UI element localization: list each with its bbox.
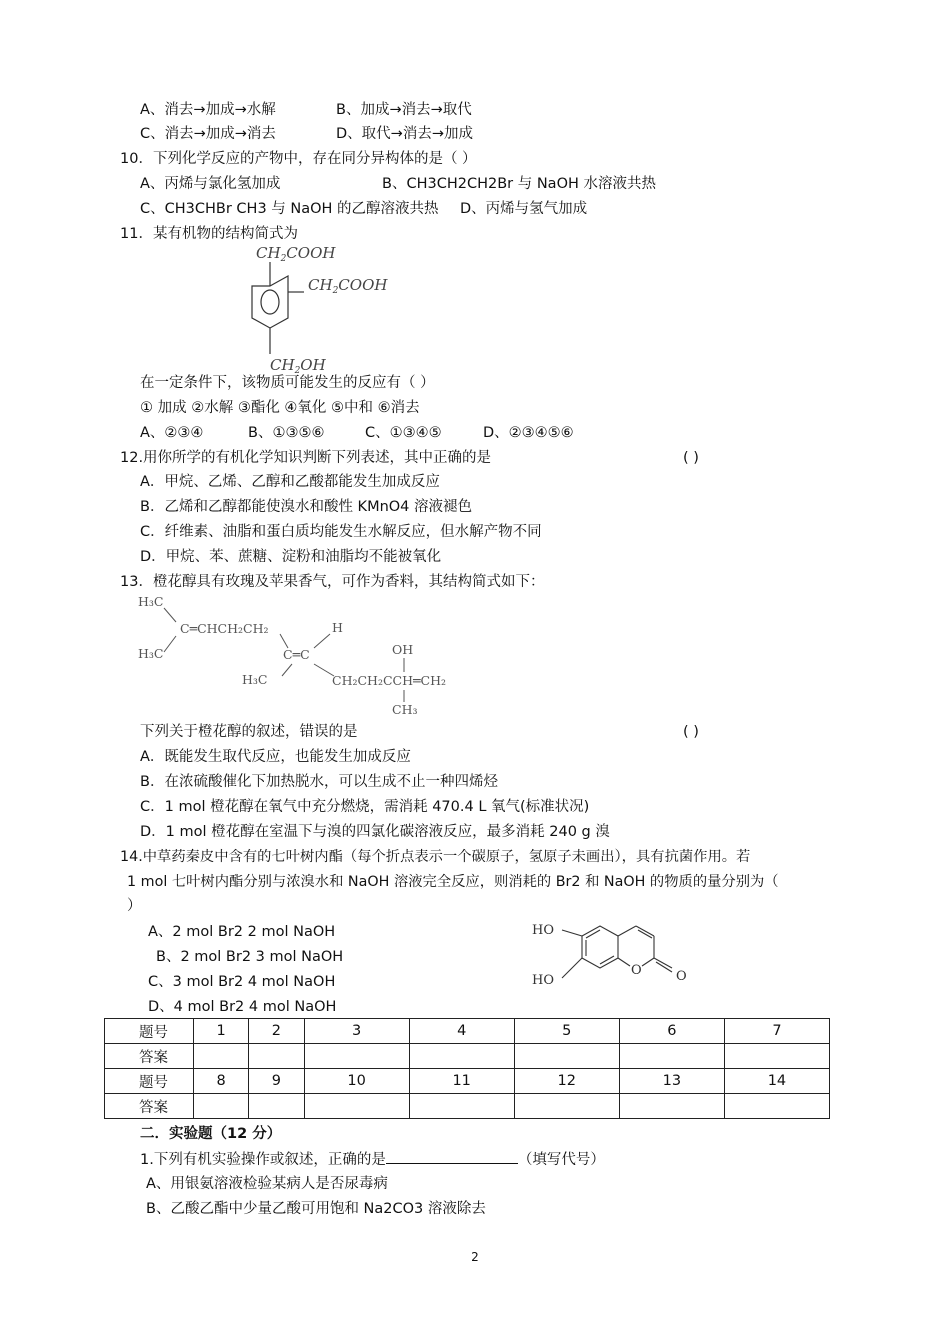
- table-row: [105, 1019, 830, 1044]
- answer-cell[interactable]: [514, 1044, 619, 1069]
- answer-cell[interactable]: [619, 1044, 724, 1069]
- q11-option-b: B、①③⑤⑥: [248, 425, 325, 441]
- q14-option-a: A、2 mol Br2 2 mol NaOH: [148, 924, 336, 940]
- question-number-cell: 9: [249, 1069, 304, 1094]
- answer-cell[interactable]: [724, 1044, 829, 1069]
- question-number-cell: 3: [304, 1019, 409, 1044]
- q9-option-a: A、消去→加成→水解: [140, 102, 276, 118]
- q13-h3c-bottom: H₃C: [138, 646, 164, 661]
- q11-right-tail: COOH: [338, 276, 388, 294]
- answer-cell[interactable]: [514, 1094, 619, 1119]
- q13-h3c-top: H₃C: [138, 594, 164, 609]
- table-row: [105, 1094, 830, 1119]
- q13-option-a: A．既能发生取代反应，也能发生加成反应: [140, 749, 411, 765]
- q14-option-b: B、2 mol Br2 3 mol NaOH: [156, 949, 344, 965]
- svg-text:CH2COOH: [256, 244, 336, 264]
- q14-option-d: D、4 mol Br2 4 mol NaOH: [148, 999, 337, 1015]
- q14-stem-line1: 14.中草药秦皮中含有的七叶树内酯（每个折点表示一个碳原子，氢原子未画出），具有抗菌作用。若: [120, 849, 751, 865]
- q11-right-ch: CH: [308, 276, 333, 294]
- question-number-cell: 13: [619, 1069, 724, 1094]
- question-number-cell: 14: [724, 1069, 829, 1094]
- answer-cell[interactable]: [619, 1094, 724, 1119]
- q12-option-a: A．甲烷、乙烯、乙醇和乙酸都能发生加成反应: [140, 474, 440, 490]
- answer-cell[interactable]: [409, 1094, 514, 1119]
- q11-top-ch: CH: [256, 244, 281, 262]
- answer-cell[interactable]: [194, 1094, 249, 1119]
- row-label: 答案: [105, 1094, 194, 1119]
- q10-option-d: D、丙烯与氢气加成: [460, 201, 588, 217]
- q11-bottom-sub: 2: [294, 366, 301, 375]
- q9-option-c: C、消去→加成→消去: [140, 126, 276, 142]
- q11-bottom-tail: OH: [300, 356, 326, 374]
- q11-bottom-ch: CH: [270, 356, 295, 374]
- q14-ho-bottom: HO: [532, 973, 554, 988]
- q13-structure: [130, 592, 490, 720]
- q11-right-sub: 2: [332, 286, 339, 296]
- section2-option-b: B、乙酸乙酯中少量乙酸可用饱和 Na2CO3 溶液除去: [146, 1201, 486, 1217]
- section2-q1-tail: （填写代号）: [517, 1152, 605, 1168]
- section2-q1: [140, 1149, 605, 1170]
- q14-stem-line2: 1 mol 七叶树内酯分别与浓溴水和 NaOH 溶液完全反应，则消耗的 Br2 和 NaOH 的物质的量分别为（: [127, 874, 779, 890]
- answer-table: [104, 1018, 830, 1119]
- q14-o-keto: O: [676, 969, 687, 984]
- page-number: 2: [471, 1250, 479, 1264]
- q11-structure: [240, 240, 420, 375]
- q14-o-ring: O: [631, 963, 642, 978]
- q14-structure: [530, 918, 700, 996]
- section2-option-a: A、用银氨溶液检验某病人是否尿毒病: [146, 1176, 388, 1192]
- table-row: [105, 1044, 830, 1069]
- answer-cell[interactable]: [304, 1094, 409, 1119]
- q11-reaction-list: ① 加成 ②水解 ③酯化 ④氧化 ⑤中和 ⑥消去: [140, 400, 420, 416]
- q13-option-c: C．1 mol 橙花醇在氧气中充分燃烧，需消耗 470.4 L 氧气(标准状况): [140, 799, 590, 815]
- table-row: [105, 1069, 830, 1094]
- question-number-cell: 10: [304, 1069, 409, 1094]
- q13-question: 下列关于橙花醇的叙述，错误的是: [140, 724, 358, 740]
- row-label: 题号: [105, 1019, 194, 1044]
- q11-option-c: C、①③④⑤: [365, 425, 442, 441]
- q13-oh: OH: [392, 642, 414, 657]
- q13-cc: C═C: [283, 647, 310, 662]
- row-label: 题号: [105, 1069, 194, 1094]
- q13-tail: CH₂CH₂CCH═CH₂: [332, 673, 446, 688]
- row-label: 答案: [105, 1044, 194, 1069]
- q11-question: 在一定条件下，该物质可能发生的反应有（ ）: [140, 375, 435, 391]
- q9-option-b: B、加成→消去→取代: [336, 102, 472, 118]
- answer-cell[interactable]: [249, 1044, 304, 1069]
- answer-cell[interactable]: [724, 1094, 829, 1119]
- answer-cell[interactable]: [304, 1044, 409, 1069]
- q14-stem-line3: ）: [127, 898, 142, 914]
- q11-top-tail: COOH: [286, 244, 336, 262]
- q11-option-a: A、②③④: [140, 425, 204, 441]
- question-number-cell: 8: [194, 1069, 249, 1094]
- question-number-cell: 7: [724, 1019, 829, 1044]
- q13-option-d: D．1 mol 橙花醇在室温下与溴的四氯化碳溶液反应，最多消耗 240 g 溴: [140, 824, 610, 840]
- q13-h: H: [332, 620, 343, 635]
- question-number-cell: 12: [514, 1069, 619, 1094]
- q12-option-b: B．乙烯和乙醇都能使溴水和酸性 KMnO4 溶液褪色: [140, 499, 473, 515]
- svg-text:CH2COOH: [308, 276, 388, 296]
- q13-stem: 13．橙花醇具有玫瑰及苹果香气，可作为香料，其结构简式如下：: [120, 574, 545, 590]
- question-number-cell: 11: [409, 1069, 514, 1094]
- section2-title: 二．实验题（12 分）: [140, 1126, 282, 1142]
- q13-h3c-low: H₃C: [242, 672, 268, 687]
- q11-stem: 11．某有机物的结构简式为: [120, 226, 298, 242]
- q11-option-d: D、②③④⑤⑥: [483, 425, 574, 441]
- q12-option-d: D．甲烷、苯、蔗糖、淀粉和油脂均不能被氧化: [140, 549, 442, 565]
- answer-cell[interactable]: [409, 1044, 514, 1069]
- answer-cell[interactable]: [249, 1094, 304, 1119]
- question-number-cell: 6: [619, 1019, 724, 1044]
- q10-stem: 10．下列化学反应的产物中，存在同分异构体的是（ ）: [120, 151, 477, 167]
- q14-ho-top: HO: [532, 923, 554, 938]
- section2-q1-stem: 1.下列有机实验操作或叙述，正确的是: [140, 1152, 386, 1168]
- q9-option-d: D、取代→消去→加成: [336, 126, 473, 142]
- question-number-cell: 5: [514, 1019, 619, 1044]
- q13-chain: C═CHCH₂CH₂: [180, 621, 269, 636]
- question-number-cell: 4: [409, 1019, 514, 1044]
- q10-option-c: C、CH3CHBr CH3 与 NaOH 的乙醇溶液共热: [140, 201, 439, 217]
- q14-option-c: C、3 mol Br2 4 mol NaOH: [148, 974, 336, 990]
- q12-stem: 12.用你所学的有机化学知识判断下列表述，其中正确的是: [120, 450, 492, 466]
- q12-option-c: C．纤维素、油脂和蛋白质均能发生水解反应，但水解产物不同: [140, 524, 542, 540]
- q13-option-b: B．在浓硫酸催化下加热脱水，可以生成不止一种四烯烃: [140, 774, 498, 790]
- q10-option-b: B、CH3CH2CH2Br 与 NaOH 水溶液共热: [382, 176, 656, 192]
- question-number-cell: 2: [249, 1019, 304, 1044]
- q13-paren: ( ): [683, 724, 699, 740]
- answer-cell[interactable]: [194, 1044, 249, 1069]
- question-number-cell: 1: [194, 1019, 249, 1044]
- q13-ch3: CH₃: [392, 702, 418, 717]
- q12-paren: ( ): [683, 450, 699, 466]
- q11-top-sub: 2: [280, 254, 287, 264]
- answer-blank[interactable]: [386, 1149, 518, 1164]
- q10-option-a: A、丙烯与氯化氢加成: [140, 176, 281, 192]
